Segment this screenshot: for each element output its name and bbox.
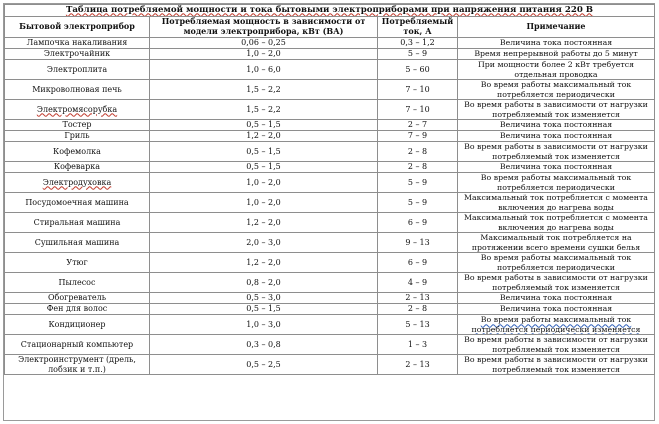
note-cell: Величина тока постоянная bbox=[458, 38, 655, 49]
table-caption: Таблица потребляемой мощности и тока бытовыми электроприборами при напряжения питания 220 В bbox=[5, 5, 655, 17]
table-row bbox=[5, 49, 655, 60]
header-device: Бытовой электроприбор bbox=[5, 17, 150, 38]
power-cell: 0,5 – 1,5 bbox=[150, 142, 378, 162]
note-cell: Во время работы в зависимости от нагрузки потребляемый ток изменяется bbox=[458, 100, 655, 120]
table-row bbox=[5, 355, 655, 375]
device-cell: Сушильная машина bbox=[5, 233, 150, 253]
table-row bbox=[5, 304, 655, 315]
device-cell: Электромясорубка bbox=[5, 100, 150, 120]
power-cell: 0,5 – 2,5 bbox=[150, 355, 378, 375]
table-row bbox=[5, 173, 655, 193]
current-cell: 5 – 60 bbox=[378, 60, 458, 80]
current-cell: 4 – 9 bbox=[378, 273, 458, 293]
current-cell: 2 – 8 bbox=[378, 304, 458, 315]
current-cell: 2 – 8 bbox=[378, 142, 458, 162]
power-cell: 1,0 – 2,0 bbox=[150, 193, 378, 213]
device-cell: Пылесос bbox=[5, 273, 150, 293]
power-cell: 2,0 – 3,0 bbox=[150, 233, 378, 253]
device-cell: Кондиционер bbox=[5, 315, 150, 335]
device-cell: Микроволновая печь bbox=[5, 80, 150, 100]
table-row bbox=[5, 131, 655, 142]
device-cell: Электроинструмент (дрель, лобзик и т.п.) bbox=[5, 355, 150, 375]
power-cell: 1,2 – 2,0 bbox=[150, 253, 378, 273]
note-cell: При мощности более 2 кВт требуется отдельная проводка bbox=[458, 60, 655, 80]
current-cell: 7 – 9 bbox=[378, 131, 458, 142]
device-cell: Посудомоечная машина bbox=[5, 193, 150, 213]
note-cell: Во время работы в зависимости от нагрузки потребляемый ток изменяется bbox=[458, 355, 655, 375]
table-row bbox=[5, 60, 655, 80]
table-row bbox=[5, 293, 655, 304]
device-cell: Электроплита bbox=[5, 60, 150, 80]
table-row bbox=[5, 335, 655, 355]
table-row bbox=[5, 315, 655, 335]
table-row bbox=[5, 80, 655, 100]
note-cell: Максимальный ток потребляется с момента включения до нагрева воды bbox=[458, 213, 655, 233]
current-cell: 6 – 9 bbox=[378, 253, 458, 273]
power-cell: 0,5 – 1,5 bbox=[150, 162, 378, 173]
current-cell: 9 – 13 bbox=[378, 233, 458, 253]
appliance-power-table bbox=[4, 4, 655, 375]
power-cell: 0,5 – 3,0 bbox=[150, 293, 378, 304]
device-cell: Электрочайник bbox=[5, 49, 150, 60]
power-cell: 0,5 – 1,5 bbox=[150, 304, 378, 315]
power-cell: 1,0 – 2,0 bbox=[150, 173, 378, 193]
power-cell: 0,06 – 0,25 bbox=[150, 38, 378, 49]
note-cell: Величина тока постоянная bbox=[458, 293, 655, 304]
header-power: Потребляемая мощность в зависимости от модели электроприбора, кВт (ВА) bbox=[150, 17, 378, 38]
note-cell: Во время работы максимальный ток потребляется периодически bbox=[458, 80, 655, 100]
power-cell: 1,2 – 2,0 bbox=[150, 131, 378, 142]
device-cell: Кофемолка bbox=[5, 142, 150, 162]
device-cell: Обогреватель bbox=[5, 293, 150, 304]
device-cell: Стиральная машина bbox=[5, 213, 150, 233]
current-cell: 2 – 13 bbox=[378, 355, 458, 375]
header-current: Потребляемый ток, А bbox=[378, 17, 458, 38]
current-cell: 0,3 – 1,2 bbox=[378, 38, 458, 49]
current-cell: 1 – 3 bbox=[378, 335, 458, 355]
current-cell: 5 – 9 bbox=[378, 193, 458, 213]
table-row bbox=[5, 273, 655, 293]
table-row bbox=[5, 100, 655, 120]
device-cell: Кофеварка bbox=[5, 162, 150, 173]
device-cell: Лампочка накаливания bbox=[5, 38, 150, 49]
device-cell: Тостер bbox=[5, 120, 150, 131]
table-frame bbox=[3, 3, 655, 421]
current-cell: 2 – 7 bbox=[378, 120, 458, 131]
power-cell: 0,5 – 1,5 bbox=[150, 120, 378, 131]
current-cell: 5 – 13 bbox=[378, 315, 458, 335]
device-cell: Гриль bbox=[5, 131, 150, 142]
table-row bbox=[5, 142, 655, 162]
power-cell: 1,5 – 2,2 bbox=[150, 80, 378, 100]
current-cell: 6 – 9 bbox=[378, 213, 458, 233]
note-cell: Величина тока постоянная bbox=[458, 131, 655, 142]
note-cell: Во время работы в зависимости от нагрузки потребляемый ток изменяется bbox=[458, 335, 655, 355]
table-row bbox=[5, 120, 655, 131]
current-cell: 7 – 10 bbox=[378, 100, 458, 120]
table-row bbox=[5, 193, 655, 213]
table-body bbox=[5, 38, 655, 375]
power-cell: 1,0 – 3,0 bbox=[150, 315, 378, 335]
table-row bbox=[5, 233, 655, 253]
note-cell: Во время работы максимальный ток потребляется периодически bbox=[458, 253, 655, 273]
note-cell: Во время работы в зависимости от нагрузки потребляемый ток изменяется bbox=[458, 142, 655, 162]
header-note: Примечание bbox=[458, 17, 655, 38]
table-row bbox=[5, 38, 655, 49]
current-cell: 5 – 9 bbox=[378, 173, 458, 193]
note-cell: Величина тока постоянная bbox=[458, 304, 655, 315]
power-cell: 1,2 – 2,0 bbox=[150, 213, 378, 233]
table-row bbox=[5, 162, 655, 173]
current-cell: 7 – 10 bbox=[378, 80, 458, 100]
power-cell: 1,0 – 2,0 bbox=[150, 49, 378, 60]
note-cell: Максимальный ток потребляется с момента включения до нагрева воды bbox=[458, 193, 655, 213]
power-cell: 0,8 – 2,0 bbox=[150, 273, 378, 293]
power-cell: 1,0 – 6,0 bbox=[150, 60, 378, 80]
device-cell: Утюг bbox=[5, 253, 150, 273]
note-cell: Максимальный ток потребляется на протяжении всего времени сушки белья bbox=[458, 233, 655, 253]
note-cell: Во время работы максимальный ток потребляется периодически bbox=[458, 173, 655, 193]
note-cell: Величина тока постоянная bbox=[458, 162, 655, 173]
note-cell: Во время работы в зависимости от нагрузки потребляемый ток изменяется bbox=[458, 273, 655, 293]
device-cell: Стационарный компьютер bbox=[5, 335, 150, 355]
power-cell: 1,5 – 2,2 bbox=[150, 100, 378, 120]
device-cell: Фен для волос bbox=[5, 304, 150, 315]
current-cell: 5 – 9 bbox=[378, 49, 458, 60]
power-cell: 0,3 – 0,8 bbox=[150, 335, 378, 355]
device-cell: Электродуховка bbox=[5, 173, 150, 193]
current-cell: 2 – 8 bbox=[378, 162, 458, 173]
note-cell: Величина тока постоянная bbox=[458, 120, 655, 131]
note-cell: Во время работы максимальный ток потребляется периодически изменяется bbox=[458, 315, 655, 335]
current-cell: 2 – 13 bbox=[378, 293, 458, 304]
table-row bbox=[5, 213, 655, 233]
note-cell: Время непрерывной работы до 5 минут bbox=[458, 49, 655, 60]
table-row bbox=[5, 253, 655, 273]
